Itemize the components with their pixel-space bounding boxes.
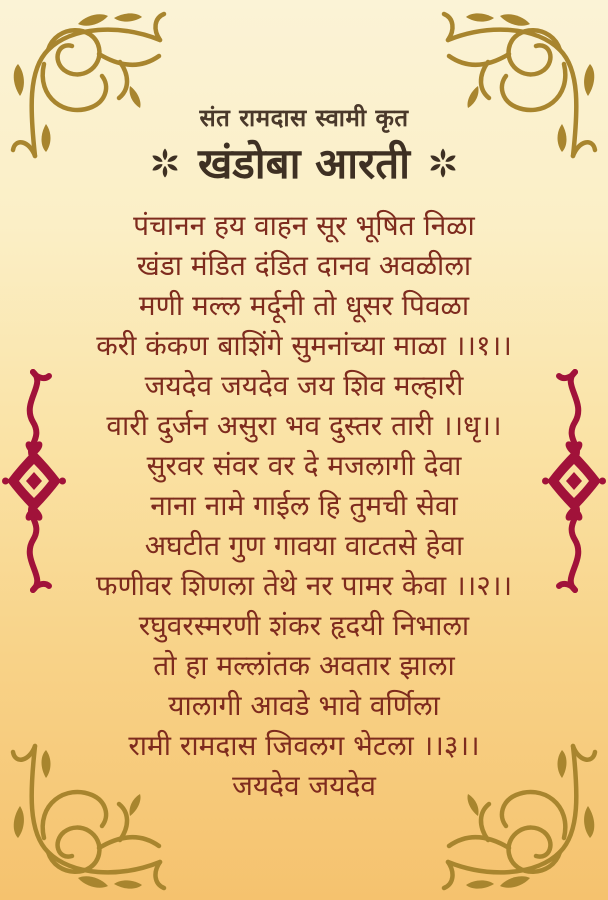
verse-line: फणीवर शिणला तेथे नर पामर केवा ।।२।। [95, 569, 513, 602]
verse-line: पंचानन हय वाहन सूर भूषित निळा [133, 209, 475, 242]
diamond-medallion-ornament-right-icon [542, 366, 606, 596]
page-title: खंडोबा आरती [197, 139, 411, 188]
verse-line: मणी मल्ल मर्दूनी तो धूसर पिवळा [138, 289, 470, 322]
verse-line: वारी दुर्जन असुरा भव दुस्तर तारी ।।धृ।। [106, 409, 502, 442]
verse-line: खंडा मंडित दंडित दानव अवळीला [136, 249, 472, 282]
verse-line: जयदेव जयदेव जय शिव मल्हारी [144, 369, 464, 402]
attribution-line: संत रामदास स्वामी कृत [199, 104, 409, 132]
verse-line: सुरवर संवर वर दे मजलागी देवा [146, 449, 462, 482]
flower-asterisk-icon [428, 148, 458, 178]
verse-line: रामी रामदास जिवलग भेटला ।।३।। [128, 729, 480, 762]
verse-line: यालागी आवडे भावे वर्णिला [168, 689, 440, 722]
verse-text [60, 206, 548, 806]
verse-line: अघटीत गुण गावया वाटतसे हेवा [144, 529, 464, 562]
verse-line: जयदेव जयदेव [232, 769, 376, 802]
verse-line: नाना नामे गाईल हि तुमची सेवा [150, 489, 458, 522]
verse-line: तो हा मल्लांतक अवतार झाला [153, 649, 455, 682]
verse-line: करी कंकण बाशिंगे सुमनांच्या माळा ।।१।। [96, 329, 512, 362]
verse-line: रघुवरस्मरणी शंकर हृदयी निभाला [138, 609, 470, 642]
diamond-medallion-ornament-left-icon [2, 366, 66, 596]
flower-asterisk-icon [150, 148, 180, 178]
title-row [0, 134, 608, 191]
